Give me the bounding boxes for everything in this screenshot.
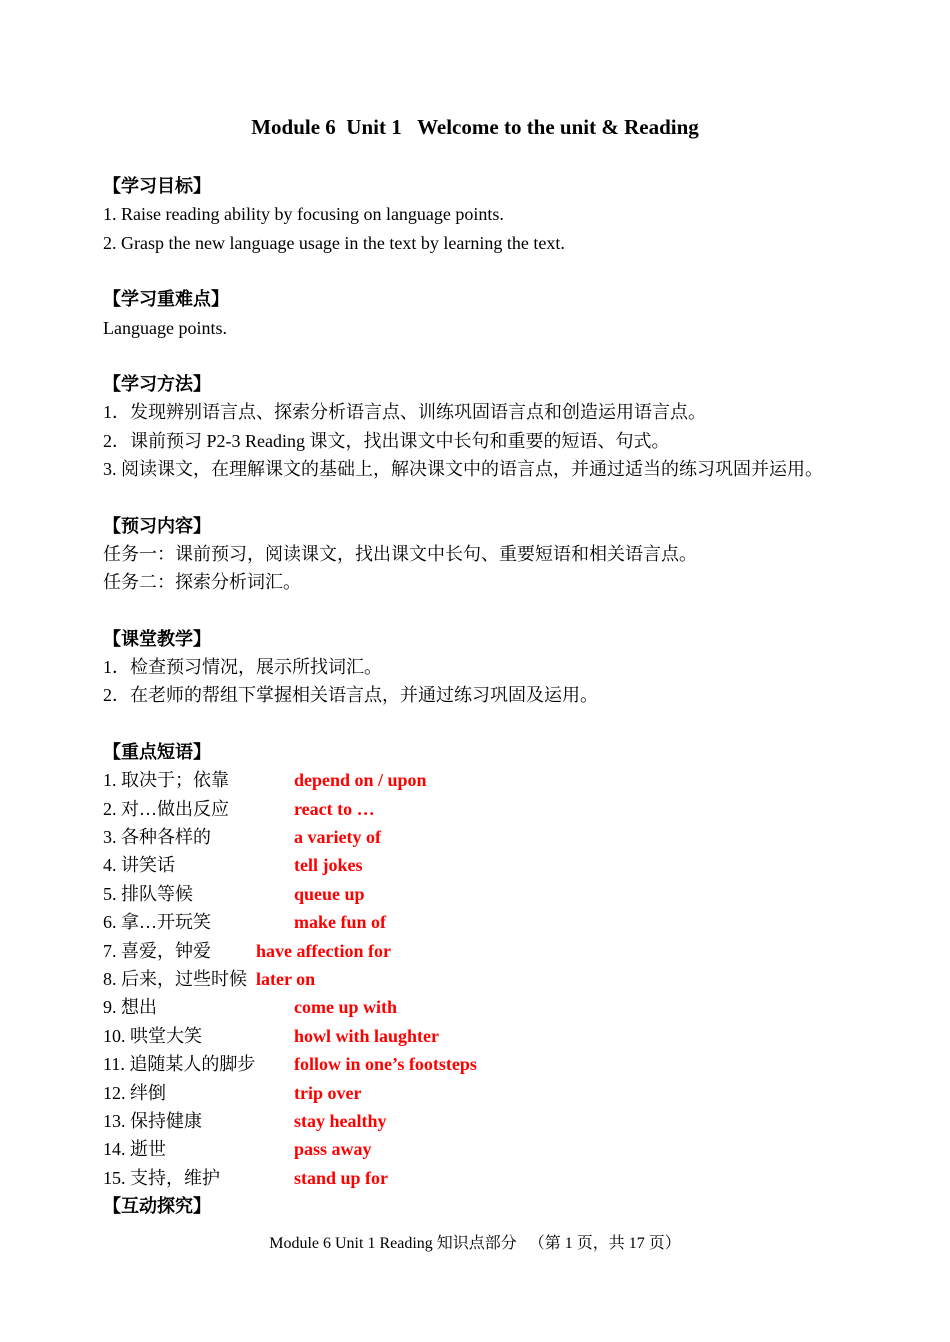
phrase-row [103,937,883,965]
phrase-english: tell jokes [294,855,363,876]
page-footer: Module 6 Unit 1 Reading 知识点部分 （第 1 页，共 17 页） [269,1235,681,1252]
phrase-english: react to … [294,798,375,819]
section-phrases [103,738,883,1221]
phrase-english: a variety of [294,827,381,848]
phrase-row [103,993,883,1021]
phrase-english: howl with laughter [294,1025,440,1046]
phrase-chinese: 12. 绊倒 [103,1082,166,1103]
preview-line: 任务一：课前预习，阅读课文，找出课文中长句、重要短语和相关语言点。 [103,543,697,564]
phrase-english: trip over [294,1082,362,1103]
page-title: Module 6 Unit 1 Welcome to the unit & Reading [251,115,699,139]
phrase-english: depend on / upon [294,770,427,791]
phrase-chinese: 7. 喜爱，钟爱 [103,940,211,961]
section-heading: 【学习重难点】 [103,289,229,310]
phrase-chinese: 8. 后来，过些时候 [103,968,247,989]
phrase-row [103,880,883,908]
phrase-row [103,965,883,993]
section-heading: 【重点短语】 [103,741,211,762]
section-heading: 【学习目标】 [103,176,211,196]
phrase-row [103,1022,883,1050]
section-heading: 【预习内容】 [103,515,211,536]
phrase-chinese: 2. 对…做出反应 [103,798,229,819]
phrase-english: stand up for [294,1167,389,1188]
phrase-row [103,766,883,794]
section-objectives [103,172,883,257]
phrase-row [103,1107,883,1135]
method-line: 3. 阅读课文，在理解课文的基础上，解决课文中的语言点，并通过适当的练习巩固并运用。 [103,459,823,480]
phrase-row [103,1135,883,1163]
phrase-chinese: 9. 想出 [103,997,157,1018]
phrase-english: pass away [294,1139,372,1160]
section-heading: 【学习方法】 [103,373,211,394]
phrase-chinese: 3. 各种各样的 [103,827,211,848]
objective-line: 1. Raise reading ability by focusing on language points. [103,204,504,225]
phrase-row [103,908,883,936]
phrase-english: come up with [294,997,397,1018]
method-line: 1．发现辨别语言点、探索分析语言点、训练巩固语言点和创造运用语言点。 [103,402,706,423]
phrase-chinese: 6. 拿…开玩笑 [103,912,211,933]
phrase-row [103,795,883,823]
classroom-line: 2．在老师的帮组下掌握相关语言点，并通过练习巩固及运用。 [103,685,598,706]
phrase-row [103,1164,883,1192]
phrase-chinese: 10. 哄堂大笑 [103,1025,202,1046]
key-point-line: Language points. [103,317,227,338]
phrase-chinese: 5. 排队等候 [103,883,193,904]
phrase-english: stay healthy [294,1110,387,1131]
section-preview [103,512,883,597]
phrase-english: make fun of [294,912,387,933]
phrase-chinese: 14. 逝世 [103,1139,166,1160]
section-key-difficulties [103,285,883,342]
objective-line: 2. Grasp the new language usage in the text by learning the text. [103,232,565,253]
phrase-chinese: 4. 讲笑话 [103,855,175,876]
phrase-english: later on [256,968,316,989]
section-heading-interactive: 【互动探究】 [103,1196,211,1217]
phrase-row [103,823,883,851]
phrase-chinese: 1. 取决于；依靠 [103,770,229,791]
classroom-line: 1．检查预习情况，展示所找词汇。 [103,657,382,678]
document-body [103,172,883,1221]
phrase-row [103,851,883,879]
phrase-chinese: 11. 追随某人的脚步 [103,1054,256,1075]
preview-line: 任务二：探索分析词汇。 [103,572,301,593]
phrase-row [103,1050,883,1078]
phrase-row [103,1079,883,1107]
phrase-english: follow in one’s footsteps [294,1054,477,1075]
section-methods [103,370,883,484]
phrase-english: queue up [294,883,365,904]
phrase-chinese: 13. 保持健康 [103,1110,202,1131]
method-line: 2．课前预习 P2-3 Reading 课文，找出课文中长句和重要的短语、句式。 [103,430,670,451]
phrase-english: have affection for [256,940,391,961]
section-heading: 【课堂教学】 [103,628,211,649]
section-classroom [103,625,883,710]
phrase-chinese: 15. 支持，维护 [103,1167,220,1188]
